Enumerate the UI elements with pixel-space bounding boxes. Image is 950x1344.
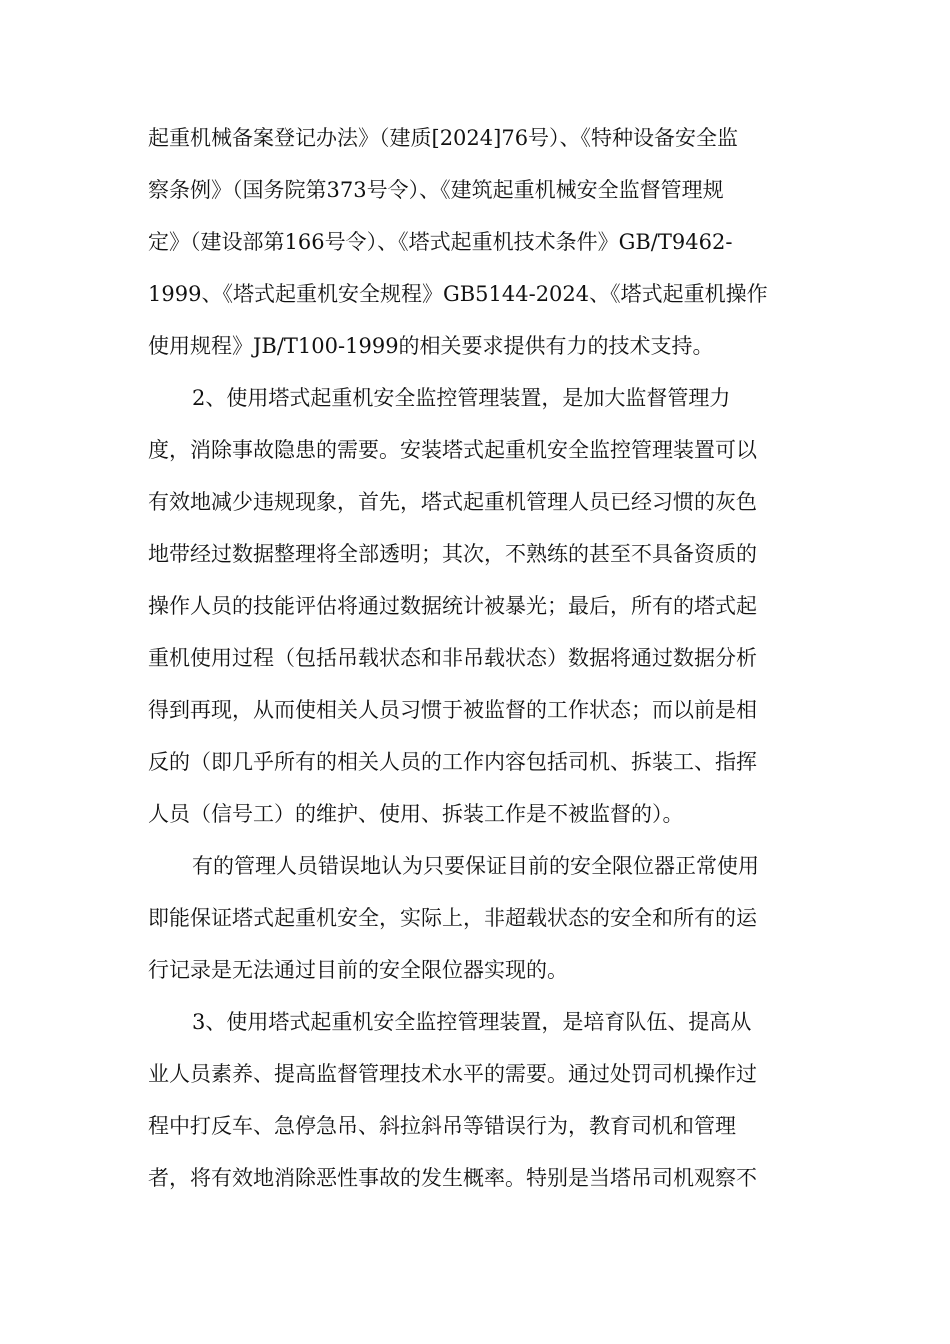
text-line: 程中打反车、急停急吊、斜拉斜吊等错误行为，教育司机和管理 (148, 1114, 736, 1138)
body-text (148, 112, 808, 1204)
text-line: 察条例》（国务院第373号令）、《建筑起重机械安全监督管理规 (148, 178, 724, 202)
text-line: 重机使用过程（包括吊载状态和非吊载状态）数据将通过数据分析 (148, 646, 757, 670)
text-line: 地带经过数据整理将全部透明；其次，不熟练的甚至不具备资质的 (148, 542, 757, 566)
text-line: 度，消除事故隐患的需要。安装塔式起重机安全监控管理装置可以 (148, 438, 757, 462)
text-line: 有效地减少违规现象，首先，塔式起重机管理人员已经习惯的灰色 (148, 490, 757, 514)
text-line: 定》（建设部第166号令）、《塔式起重机技术条件》GB/T9462- (148, 230, 733, 254)
paragraph-start-line: 3、使用塔式起重机安全监控管理装置，是培育队伍、提高从 (192, 1010, 752, 1034)
text-line: 即能保证塔式起重机安全，实际上，非超载状态的安全和所有的运 (148, 906, 757, 930)
text-line: 人员（信号工）的维护、使用、拆装工作是不被监督的）。 (148, 802, 684, 826)
text-line: 得到再现，从而使相关人员习惯于被监督的工作状态；而以前是相 (148, 698, 757, 722)
text-line: 起重机械备案登记办法》（建质[2024]76号）、《特种设备安全监 (148, 126, 739, 150)
text-line: 者，将有效地消除恶性事故的发生概率。特别是当塔吊司机观察不 (148, 1166, 757, 1190)
text-line: 行记录是无法通过目前的安全限位器实现的。 (148, 958, 568, 982)
text-line: 反的（即几乎所有的相关人员的工作内容包括司机、拆装工、指挥 (148, 750, 757, 774)
text-line: 操作人员的技能评估将通过数据统计被暴光；最后，所有的塔式起 (148, 594, 757, 618)
text-line: 1999、《塔式起重机安全规程》GB5144-2024、《塔式起重机操作 (148, 282, 768, 306)
paragraph-start-line: 2、使用塔式起重机安全监控管理装置，是加大监督管理力 (192, 386, 731, 410)
paragraph-start-line: 有的管理人员错误地认为只要保证目前的安全限位器正常使用 (192, 854, 759, 878)
text-line: 业人员素养、提高监督管理技术水平的需要。通过处罚司机操作过 (148, 1062, 757, 1086)
text-line: 使用规程》JB/T100-1999的相关要求提供有力的技术支持。 (148, 334, 714, 358)
